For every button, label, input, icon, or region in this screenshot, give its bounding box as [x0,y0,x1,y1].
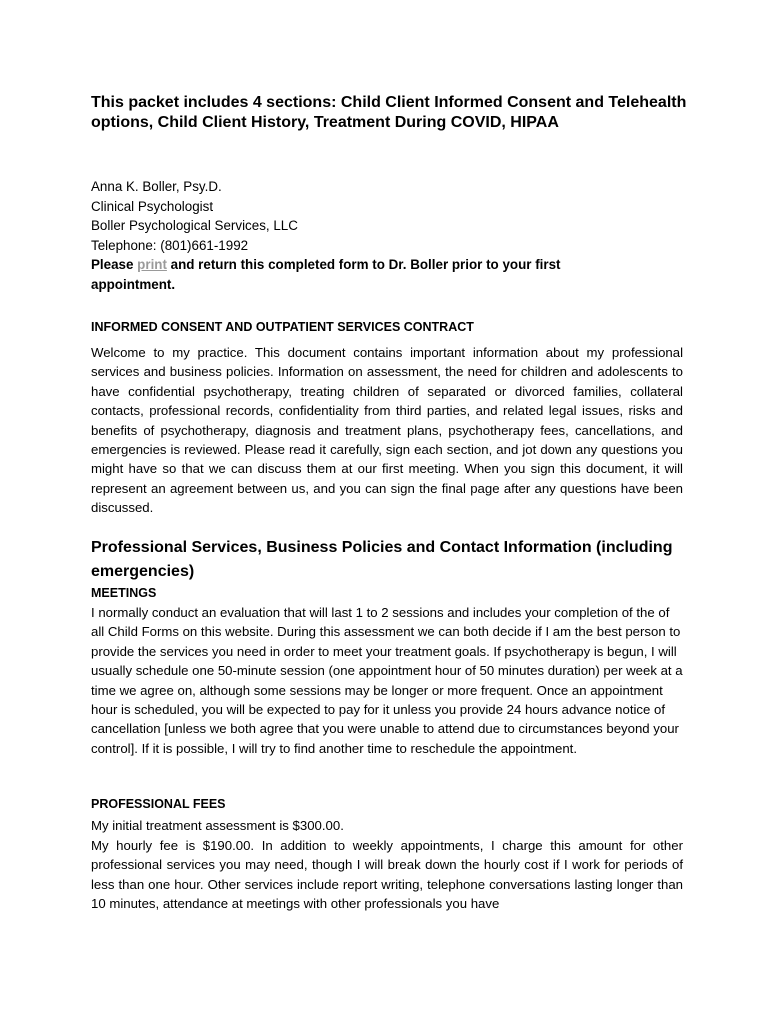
author-practice: Boller Psychological Services, LLC [91,218,298,234]
author-block [91,177,691,295]
fees-line-initial: My initial treatment assessment is $300.00. [91,818,344,833]
meetings-heading: MEETINGS [91,586,157,600]
author-telephone: Telephone: (801)661-1992 [91,237,249,253]
fees-paragraph: My hourly fee is $190.00. In addition to weekly appointments, I charge this amount for other professional services you may need, though I will break down the hourly cost if I work for periods of less than one hour. Other services include report writing, telephone conversations lasting longer than 10 minutes, attendance at meetings with other professionals you have [91,838,683,912]
author-role: Clinical Psychologist [91,198,214,214]
fees-heading: PROFESSIONAL FEES [91,797,226,811]
meetings-paragraph: I normally conduct an evaluation that will last 1 to 2 sessions and includes your completion of the of all Child Forms on this website. During this assessment we can both decide if I am the best person to provide the services you need in order to meet your treatment goals. If psychotherapy is begun, I will usually schedule one 50-minute session (one appointment hour of 50 minutes duration) per week at a time we agree on, although some sessions may be longer or more frequent. Once an appointment hour is scheduled, you will be expected to pay for it unless you provide 24 hours advance notice of cancellation [unless we both agree that you were unable to attend due to circumstances beyond your control]. If it is possible, I will try to find another time to reschedule the appointment. [91,605,683,756]
consent-paragraph: Welcome to my practice. This document contains important information about my professional services and business policies. Information on assessment, the need for children and adolescents to have confidential psychotherapy, treating children of separated or divorced families, collateral contacts, professional records, confidentiality from third parties, and related legal issues, risks and benefits of psychotherapy, diagnosis and treatment plans, psychotherapy fees, cancellations, and emergencies is reviewed. Please read it carefully, sign each section, and jot down any questions you might have so that we can discuss them at our first meeting. When you sign this document, it will represent an agreement between us, and you can sign the final page after any questions have been discussed. [91,345,683,516]
print-instruction [91,255,591,294]
print-link[interactable]: print [137,257,167,273]
consent-heading: INFORMED CONSENT AND OUTPATIENT SERVICES CONTRACT [91,320,474,334]
instruction-after: and return this completed form to Dr. Boller prior to your first appointment. [91,257,561,292]
packet-title: This packet includes 4 sections: Child Client Informed Consent and Telehealth options, Child Client History, Treatment During COVID, HIPAA [91,94,687,131]
author-name: Anna K. Boller, Psy.D. [91,179,222,194]
instruction-before: Please [91,257,138,273]
professional-services-heading: Professional Services, Business Policies and Contact Information (including emergencies) [91,539,673,580]
